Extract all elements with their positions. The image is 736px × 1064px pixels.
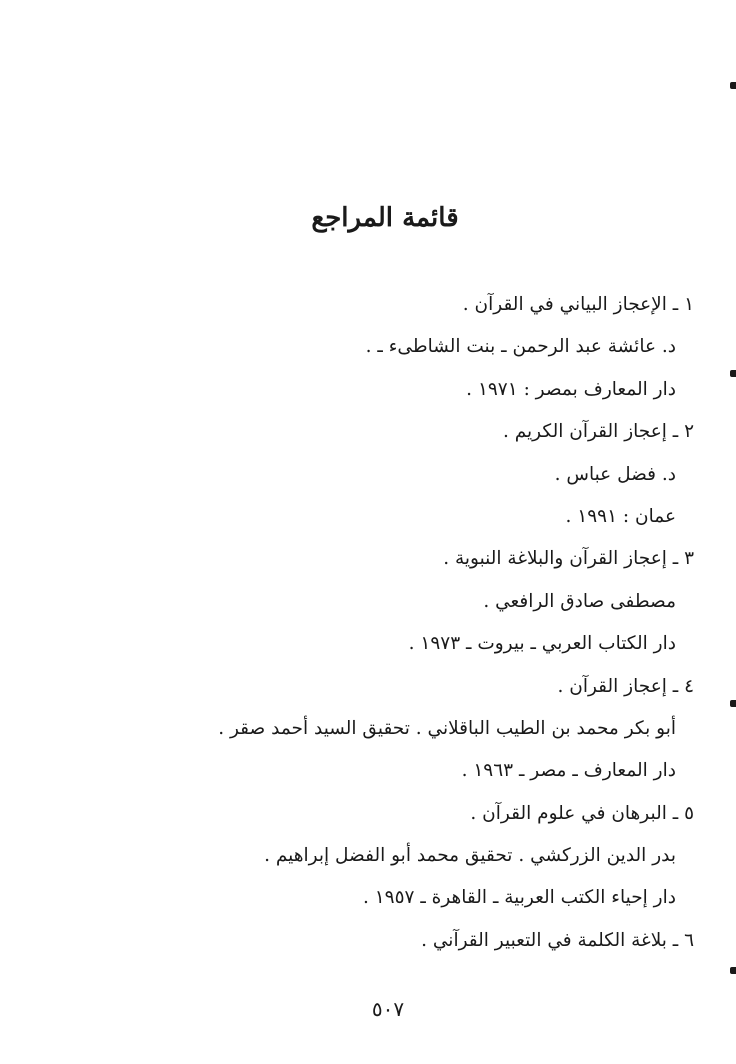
edge-mark bbox=[730, 370, 736, 377]
references-list bbox=[134, 284, 694, 962]
reference-publisher: عمان : ١٩٩١ . bbox=[565, 505, 676, 527]
reference-heading: ٦ ـ بلاغة الكلمة في التعبير القرآني . bbox=[421, 929, 694, 951]
edge-mark bbox=[730, 82, 736, 89]
reference-author: مصطفى صادق الرافعي . bbox=[483, 590, 676, 612]
page-title: قائمة المراجع bbox=[311, 203, 459, 233]
page-number: ٥٠٧ bbox=[371, 997, 405, 1021]
reference-heading: ٥ ـ البرهان في علوم القرآن . bbox=[470, 802, 694, 824]
reference-heading: ١ ـ الإعجاز البياني في القرآن . bbox=[462, 294, 694, 315]
edge-mark bbox=[730, 967, 736, 974]
reference-author: أبو بكر محمد بن الطيب الباقلاني . تحقيق السيد أحمد صقر . bbox=[218, 717, 676, 739]
reference-heading: ٤ ـ إعجاز القرآن . bbox=[557, 675, 694, 697]
edge-mark bbox=[730, 700, 736, 707]
reference-author: د. فضل عباس . bbox=[554, 463, 676, 485]
reference-heading: ٢ ـ إعجاز القرآن الكريم . bbox=[502, 421, 694, 443]
reference-heading: ٣ ـ إعجاز القرآن والبلاغة النبوية . bbox=[443, 548, 694, 570]
reference-publisher: دار المعارف ـ مصر ـ ١٩٦٣ . bbox=[461, 760, 676, 782]
reference-publisher: دار المعارف بمصر : ١٩٧١ . bbox=[466, 378, 676, 400]
reference-author: د. عائشة عبد الرحمن ـ بنت الشاطىء ـ . bbox=[365, 336, 676, 358]
reference-publisher: دار الكتاب العربي ـ بيروت ـ ١٩٧٣ . bbox=[408, 633, 676, 655]
reference-publisher: دار إحياء الكتب العربية ـ القاهرة ـ ١٩٥٧ . bbox=[362, 887, 676, 909]
reference-author: بدر الدين الزركشي . تحقيق محمد أبو الفضل إبراهيم . bbox=[264, 845, 676, 867]
